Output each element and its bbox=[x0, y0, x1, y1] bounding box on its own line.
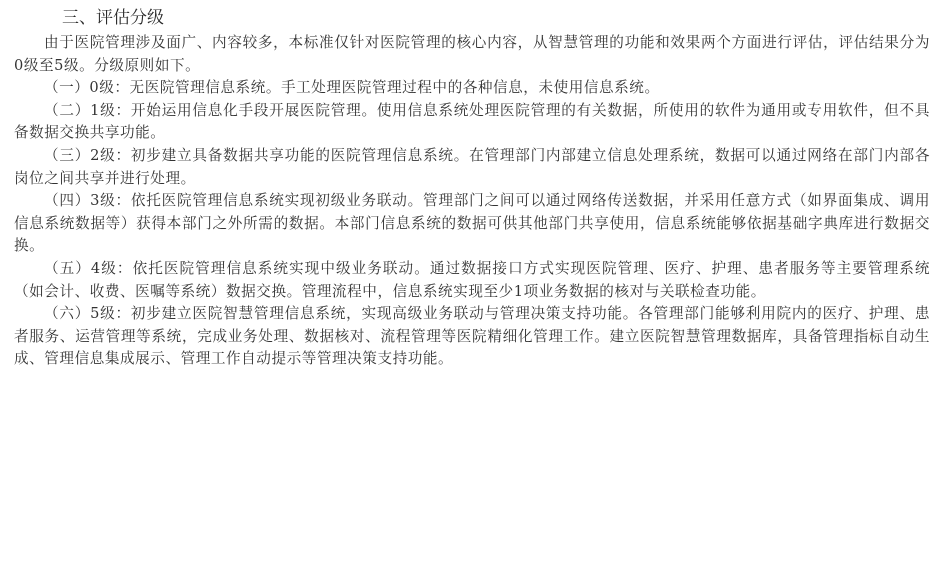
level-1-paragraph: （二）1级：开始运用信息化手段开展医院管理。使用信息系统处理医院管理的有关数据，所使用的软件为通用或专用软件，但不具备数据交换共享功能。 bbox=[14, 101, 930, 142]
level-3-paragraph: （四）3级：依托医院管理信息系统实现初级业务联动。管理部门之间可以通过网络传送数据，并采用任意方式（如界面集成、调用信息系统数据等）获得本部门之外所需的数据。本部门信息系统的数据可供其他部门共享使用，信息系统能够依据基础字典库进行数据交换。 bbox=[14, 192, 930, 255]
level-5-paragraph: （六）5级：初步建立医院智慧管理信息系统，实现高级业务联动与管理决策支持功能。各管理部门能够利用院内的医疗、护理、患者服务、运营管理等系统，完成业务处理、数据核对、流程管理等医院精细化管理工作。建立医院智慧管理数据库，具备管理指标自动生成、管理信息集成展示、管理工作自动提示等管理决策支持功能。 bbox=[14, 305, 930, 368]
section-heading: 三、评估分级 bbox=[62, 8, 164, 28]
level-2-paragraph: （三）2级：初步建立具备数据共享功能的医院管理信息系统。在管理部门内部建立信息处理系统，数据可以通过网络在部门内部各岗位之间共享并进行处理。 bbox=[14, 146, 930, 187]
intro-paragraph: 由于医院管理涉及面广、内容较多，本标准仅针对医院管理的核心内容，从智慧管理的功能和效果两个方面进行评估，评估结果分为0级至5级。分级原则如下。 bbox=[14, 34, 930, 74]
level-0-paragraph: （一）0级：无医院管理信息系统。手工处理医院管理过程中的各种信息，未使用信息系统。 bbox=[44, 79, 660, 97]
level-4-paragraph: （五）4级：依托医院管理信息系统实现中级业务联动。通过数据接口方式实现医院管理、医疗、护理、患者服务等主要管理系统（如会计、收费、医嘱等系统）数据交换。管理流程中，信息系统实现至少1项业务数据的核对与关联检查功能。 bbox=[14, 259, 930, 300]
